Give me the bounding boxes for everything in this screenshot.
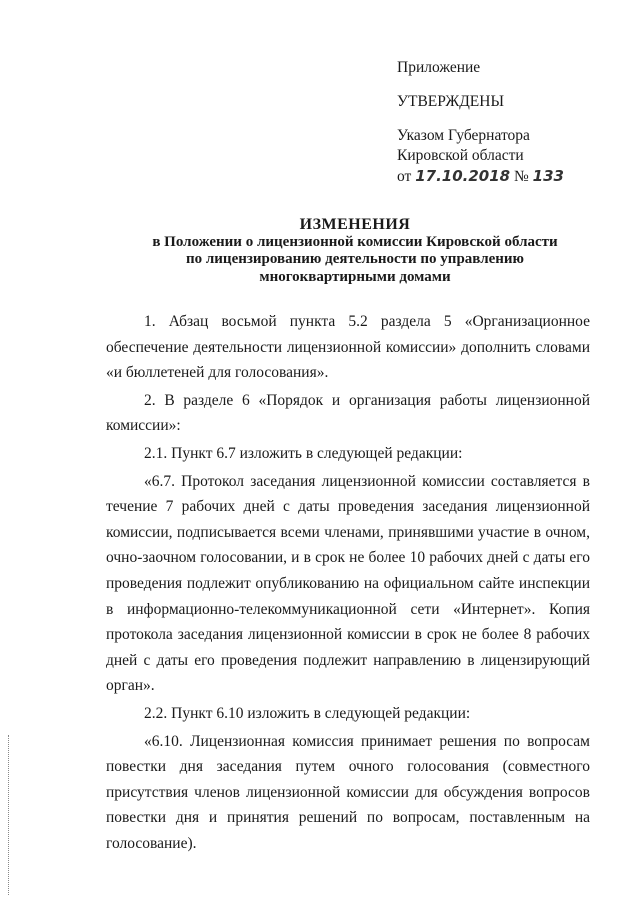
document-body bbox=[106, 309, 590, 856]
paragraph-1: 1. Абзац восьмой пункта 5.2 раздела 5 «Организационное обеспечение деятельности лицензионной комиссии» дополнить словами «и бюллетеней для голосования». bbox=[106, 313, 590, 382]
date-prefix: от bbox=[397, 168, 412, 185]
heading-subtitle-line-3: многоквартирными домами bbox=[259, 268, 451, 285]
margin-scan-marks bbox=[8, 735, 13, 895]
paragraph-3: 2.1. Пункт 6.7 изложить в следующей редакции: bbox=[144, 444, 463, 462]
paragraph-5: 2.2. Пункт 6.10 изложить в следующей редакции: bbox=[144, 704, 471, 722]
handwritten-number: 133 bbox=[532, 167, 564, 185]
number-prefix: № bbox=[513, 168, 529, 185]
heading-subtitle-line-1: в Положении о лицензионной комиссии Кировской области bbox=[152, 233, 558, 250]
decree-label: Указом Губернатора bbox=[397, 127, 530, 144]
document-heading bbox=[100, 216, 610, 286]
approved-label: УТВЕРЖДЕНЫ bbox=[397, 93, 504, 110]
approval-block bbox=[397, 58, 617, 187]
heading-title: ИЗМЕНЕНИЯ bbox=[299, 216, 411, 233]
paragraph-6: «6.10. Лицензионная комиссия принимает решения по вопросам повестки дня заседания путем очного голосования (совместного присутствия членов лицензионной комиссии для обсуждения вопросов повестки дня и принятия решений по вопросам, поставленным на голосование). bbox=[106, 732, 590, 852]
appendix-label: Приложение bbox=[397, 59, 481, 76]
decree-date-line bbox=[397, 166, 617, 187]
handwritten-date: 17.10.2018 bbox=[415, 167, 511, 185]
paragraph-4: «6.7. Протокол заседания лицензионной комиссии составляется в течение 7 рабочих дней с даты проведения заседания лицензионной комиссии, подписывается всеми членами, принявшими участие в очном, очно-заочном голосовании, и в срок не более 10 рабочих дней с даты его проведения подлежит опубликованию на официальном сайте инспекции в информационно-телекоммуникационной сети «Интернет». Копия протокола заседания лицензионной комиссии в срок не более 8 рабочих дней с даты его проведения подлежит направлению в лицензирующий орган». bbox=[106, 472, 590, 695]
heading-subtitle-line-2: по лицензированию деятельности по управлению bbox=[185, 251, 525, 267]
paragraph-2: 2. В разделе 6 «Порядок и организация работы лицензионной комиссии»: bbox=[106, 391, 590, 435]
region-label: Кировской области bbox=[397, 147, 524, 164]
